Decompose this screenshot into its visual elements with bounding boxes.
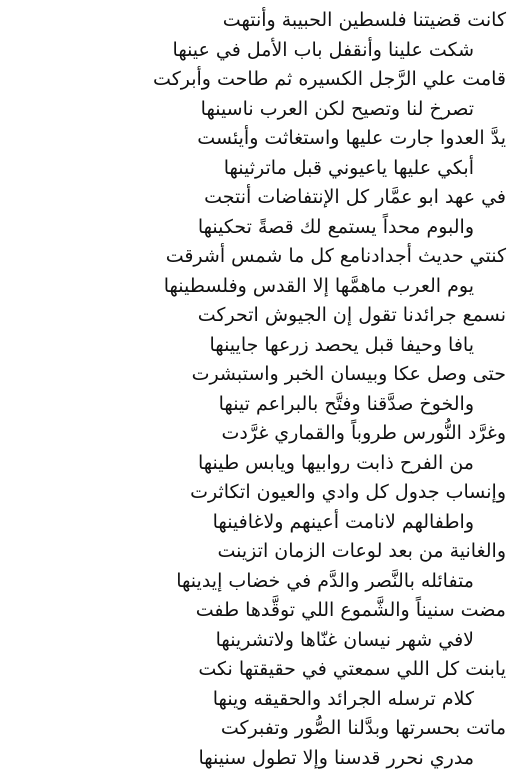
- poem-line: وإنساب جدول كل وادي والعيون اتكاثرت: [190, 481, 506, 503]
- poem-line: والخوخ صدَّقنا وفتَّح بالبراعم تينها: [218, 393, 474, 415]
- poem-line: قامت علي الرَّجل الكسيره ثم طاحت وأبركت: [153, 68, 506, 90]
- poem-line: كنتي حديث أجدادنامع كل ما شمس أشرقت: [165, 245, 506, 267]
- poem-line: يافا وحيفا قبل يحصد زرعها جايينها: [209, 334, 474, 356]
- poem-line: حتى وصل عكا وبيسان الخبر واستبشرت: [191, 363, 506, 385]
- poem-line: في عهد ابو عمَّار كل الإنتفاضات أنتجت: [204, 186, 506, 208]
- poem-line: شكت علينا وأنقفل باب الأمل في عينها: [172, 39, 474, 61]
- poem-line: والغانية من بعد لوعات الزمان اتزينت: [217, 540, 506, 562]
- poem-line: نسمع جرائدنا تقول إن الجيوش اتحركت: [197, 304, 506, 326]
- poem-line: وغرَّد النُّورس طروباً والقماري غرَّدت: [221, 422, 506, 444]
- poem-line: والبوم محداً يستمع لك قصةً تحكينها: [197, 216, 474, 238]
- poem-line: مدري نحرر قدسنا وإلا تطول سنينها: [198, 747, 474, 769]
- poem-line: أبكي عليها ياعيوني قبل ماترثينها: [223, 157, 474, 179]
- poem-line: مضت سنيناً والشَّموع اللي توقَّدها طفت: [195, 599, 506, 621]
- poem-line: واطفالهم لانامت أعينهم ولاغافينها: [212, 511, 474, 533]
- poem-line: لافي شهر نيسان غنّاها ولاتشرينها: [215, 629, 474, 651]
- poem-line: من الفرح ذابت روابيها ويابس طينها: [197, 452, 474, 474]
- poem-line: متفائله بالنَّصر والدَّم في خضاب إيدينها: [176, 570, 474, 592]
- poem-line: يوم العرب ماهمَّها إلا القدس وفلسطينها: [163, 275, 474, 297]
- poem-line: يابنت كل اللي سمعتي في حقيقتها نكت: [198, 658, 506, 680]
- poem-line: تصرخ لنا وتصيح لكن العرب ناسينها: [200, 98, 474, 120]
- poem-line: يدَّ العدوا جارت عليها واستغاثت وأيئست: [197, 127, 506, 149]
- poem-line: كانت قضيتنا فلسطين الحبيبة وأنتهت: [222, 9, 506, 31]
- poem-line: ماتت بحسرتها وبدَّلنا الصُّور وتفبركت: [220, 717, 506, 739]
- poem-line: كلام ترسله الجرائد والحقيقه وينها: [212, 688, 474, 710]
